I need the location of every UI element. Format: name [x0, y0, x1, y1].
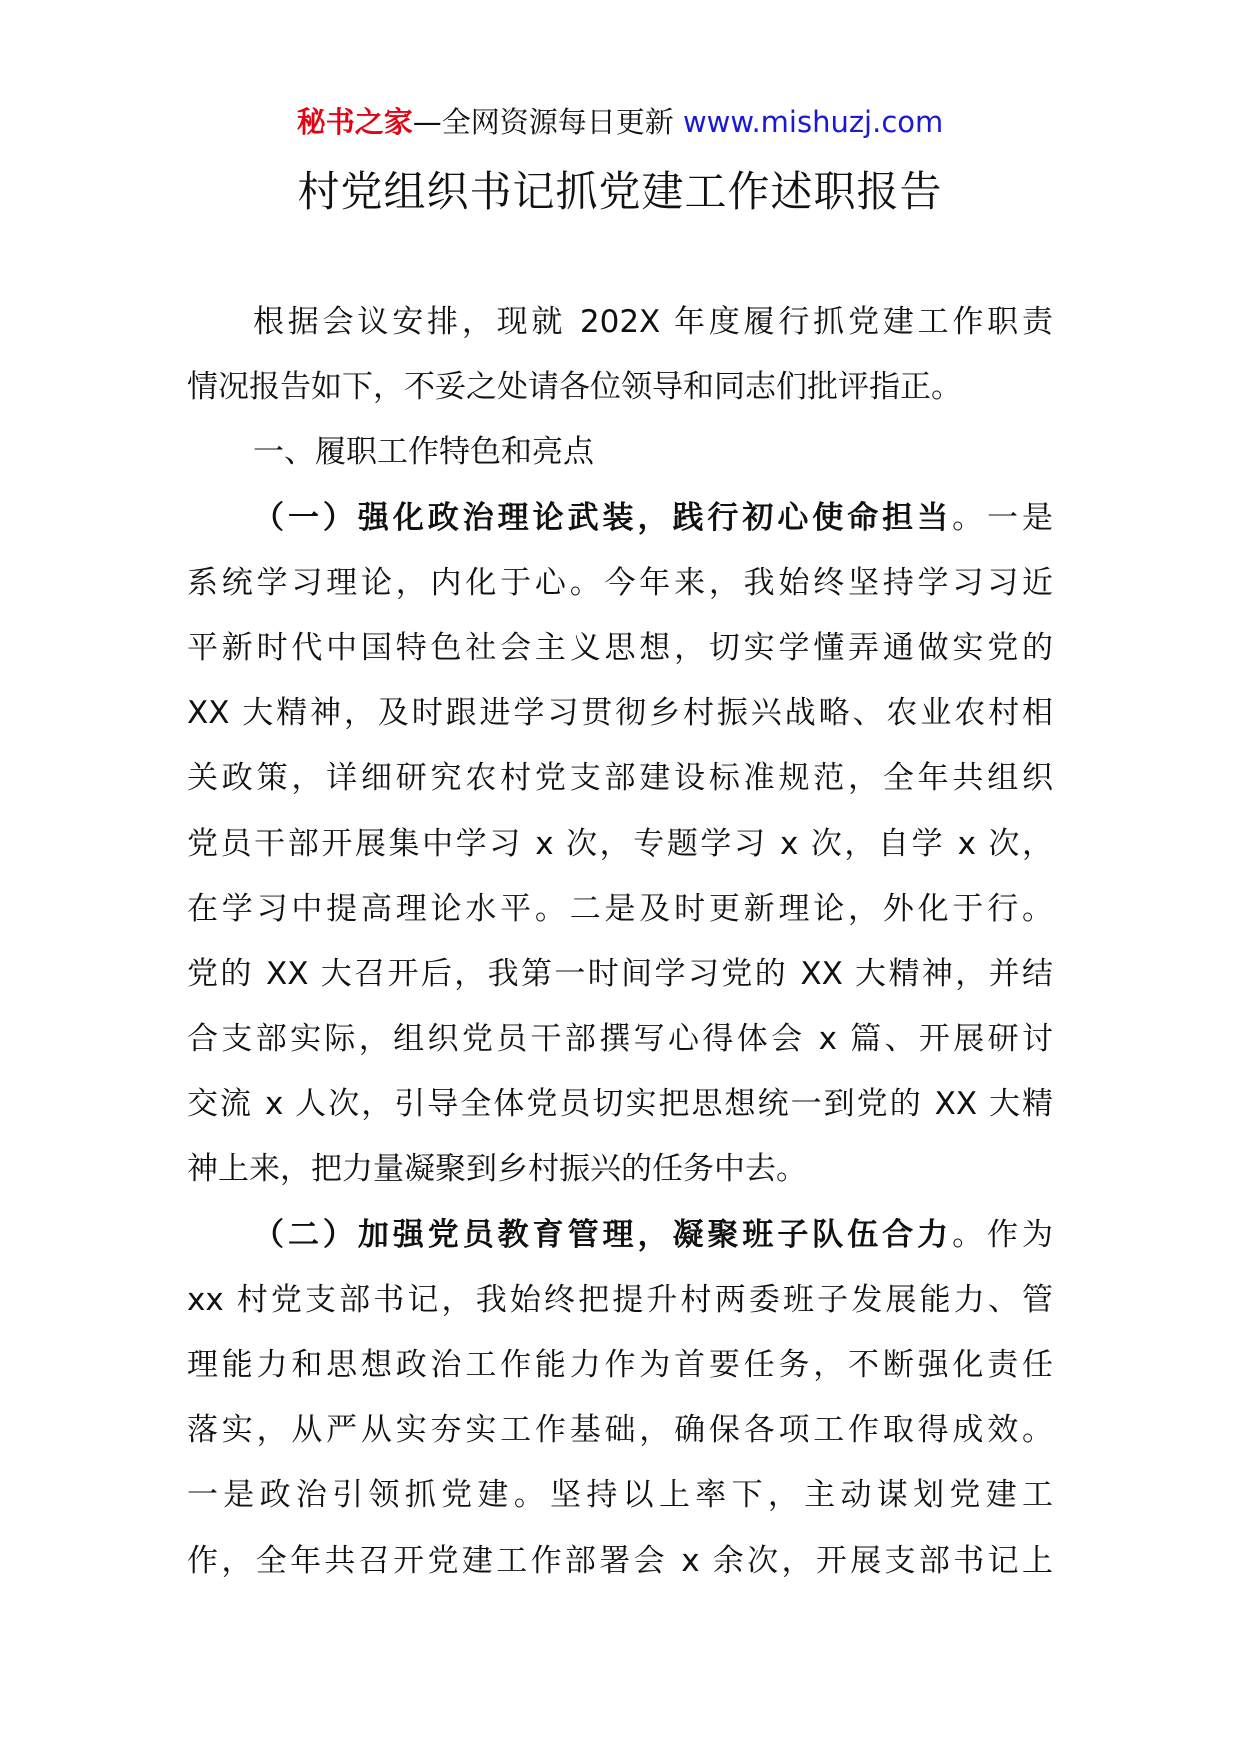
line-text: 落实，从严从实夯实工作基础，确保各项工作取得成效。	[187, 1412, 1053, 1449]
paragraph-line	[187, 681, 1053, 746]
line-text: 。一是	[952, 499, 1054, 536]
paragraph-line	[187, 942, 1053, 1007]
line-text: 一是政治引领抓党建。坚持以上率下，主动谋划党建工	[187, 1477, 1053, 1514]
line-text: XX 大精神，及时跟进学习贯彻乡村振兴战略、农业农村相	[187, 695, 1053, 732]
document-body	[187, 290, 1053, 1594]
section-heading	[187, 420, 1053, 485]
line-text: 。作为	[952, 1216, 1054, 1253]
site-slogan: —全网资源每日更新	[412, 105, 683, 139]
line-text: 神上来，把力量凝聚到乡村振兴的任务中去。	[187, 1151, 807, 1188]
line-text: xx 村党支部书记，我始终把提升村两委班子发展能力、管	[187, 1281, 1053, 1318]
paragraph-line	[187, 1529, 1053, 1594]
paragraph-line	[187, 616, 1053, 681]
subsection-heading: （二）加强党员教育管理，凝聚班子队伍合力	[253, 1216, 953, 1253]
paragraph-line	[187, 1007, 1053, 1072]
paragraph-line	[187, 746, 1053, 811]
paragraph-line	[187, 1463, 1053, 1528]
site-brand: 秘书之家	[296, 105, 413, 139]
line-text: 党的 XX 大召开后，我第一时间学习党的 XX 大精神，并结	[187, 955, 1053, 992]
site-url-link[interactable]: www.mishuzj.com	[682, 105, 944, 139]
paragraph-line	[187, 1203, 1053, 1268]
paragraph-line	[187, 1398, 1053, 1463]
site-banner	[0, 102, 1240, 142]
paragraph-line	[187, 1072, 1053, 1137]
line-text: 平新时代中国特色社会主义思想，切实学懂弄通做实党的	[187, 629, 1053, 666]
line-text: 关政策，详细研究农村党支部建设标准规范，全年共组织	[187, 760, 1053, 797]
paragraph-line	[187, 290, 1053, 355]
line-text: 理能力和思想政治工作能力作为首要任务，不断强化责任	[187, 1347, 1053, 1383]
line-text: 合支部实际，组织党员干部撰写心得体会 x 篇、开展研讨	[187, 1021, 1053, 1058]
paragraph-line	[187, 355, 1053, 420]
paragraph-line	[187, 486, 1053, 551]
paragraph-line	[187, 1137, 1053, 1202]
line-text: 作，全年共召开党建工作部署会 x 余次，开展支部书记上	[187, 1542, 1053, 1579]
paragraph-line	[187, 1268, 1053, 1333]
line-text: 情况报告如下，不妥之处请各位领导和同志们批评指正。	[187, 369, 962, 406]
paragraph-line	[187, 877, 1053, 942]
line-text: 党员干部开展集中学习 x 次，专题学习 x 次，自学 x 次，	[187, 825, 1053, 862]
line-text: 一、履职工作特色和亮点	[253, 434, 594, 471]
line-text: 系统学习理论，内化于心。今年来，我始终坚持学习习近	[187, 564, 1053, 601]
paragraph-line	[187, 551, 1053, 616]
paragraph-line	[187, 1333, 1053, 1398]
line-text: 根据会议安排，现就 202X 年度履行抓党建工作职责	[253, 304, 1053, 340]
line-text: 交流 x 人次，引导全体党员切实把思想统一到党的 XX 大精	[187, 1086, 1053, 1123]
document-title: 村党组织书记抓党建工作述职报告	[297, 167, 943, 216]
paragraph-line	[187, 812, 1053, 877]
line-text: 在学习中提高理论水平。二是及时更新理论，外化于行。	[187, 890, 1053, 927]
subsection-heading: （一）强化政治理论武装，践行初心使命担当	[253, 499, 953, 536]
